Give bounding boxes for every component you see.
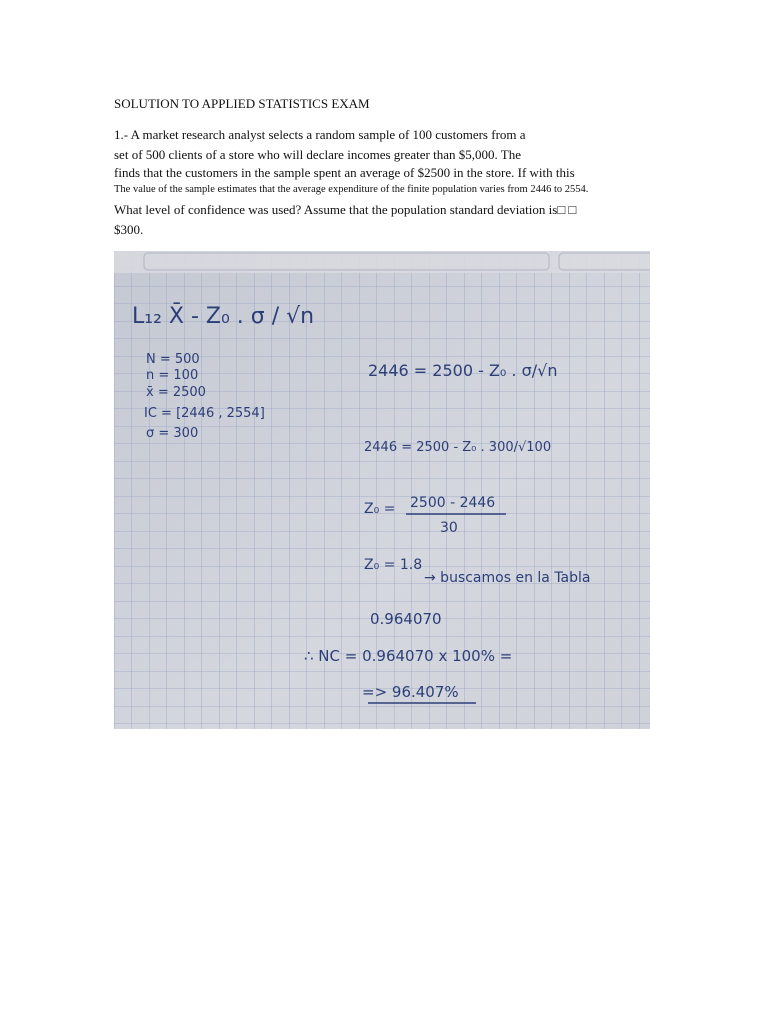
- exam-title: SOLUTION TO APPLIED STATISTICS EXAM: [114, 96, 370, 111]
- problem-line-4: The value of the sample estimates that the average expenditure of the finite population varies from 2446 to 2554.: [114, 184, 589, 195]
- hw-step-4: Z₀ = 1.8: [364, 557, 423, 573]
- hw-step-5: 0.964070: [370, 610, 442, 628]
- hw-step-3-lhs: Z₀ =: [364, 501, 396, 517]
- hw-step-6: ∴ NC = 0.964070 x 100% =: [304, 647, 513, 665]
- hw-given-N: N = 500: [146, 352, 200, 367]
- hw-given-n: n = 100: [146, 368, 199, 383]
- hw-step-3-denominator: 30: [440, 520, 458, 536]
- problem-line-6: $300.: [114, 222, 144, 237]
- hw-given-ic: IC = [2446 , 2554]: [144, 406, 265, 421]
- problem-line-3: finds that the customers in the sample spent an average of $2500 in the store. If with this: [114, 165, 575, 180]
- hw-formula: L₁₂ X̄ - Z₀ . σ / √n: [132, 304, 315, 329]
- problem-line-5: What level of confidence was used? Assume that the population standard deviation is□ □: [114, 202, 577, 217]
- hw-step-3-numerator: 2500 - 2446: [410, 495, 496, 511]
- hw-result: => 96.407%: [362, 683, 459, 701]
- hw-given-xbar: x̄ = 2500: [146, 385, 206, 400]
- handwritten-solution-photo: [114, 251, 650, 729]
- hw-step-1: 2446 = 2500 - Z₀ . σ/√n: [368, 361, 558, 380]
- hw-step-2: 2446 = 2500 - Z₀ . 300/√100: [364, 440, 552, 455]
- problem-line-1: 1.- A market research analyst selects a random sample of 100 customers from a: [114, 127, 526, 142]
- hw-given-sigma: σ = 300: [146, 426, 199, 441]
- hw-step-4-note: → buscamos en la Tabla: [424, 570, 591, 586]
- problem-line-2: set of 500 clients of a store who will declare incomes greater than $5,000. The: [114, 147, 521, 162]
